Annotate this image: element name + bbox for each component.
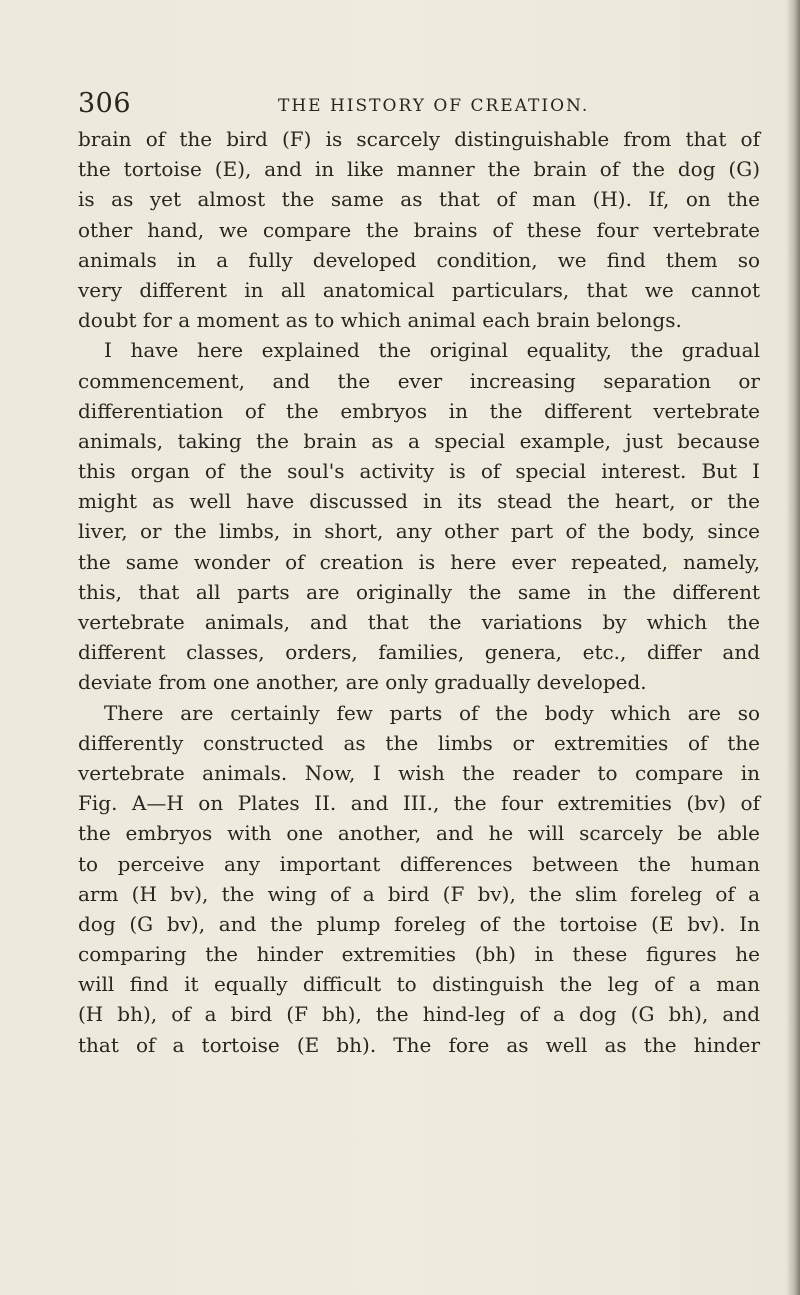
text-line: brain of the bird (F) is scarcely distinguishable from that of <box>78 127 760 151</box>
text-line: will find it equally difficult to distinguish the leg of a man <box>78 972 760 997</box>
text-line: the tortoise (E), and in like manner the brain of the dog (G) <box>78 157 760 182</box>
text-line: vertebrate animals. Now, I wish the reader to compare in <box>78 760 760 785</box>
text-line: vertebrate animals, and that the variations by which the <box>78 610 760 634</box>
text-line: animals, taking the brain as a special example, just because <box>78 428 760 453</box>
text-line: comparing the hinder extremities (bh) in these figures he <box>78 942 760 967</box>
text-line: Fig. A—H on Plates II. and III., the four extremities (bv) of <box>78 791 760 816</box>
text-line: that of a tortoise (E bh). The fore as well as the hinder <box>78 1032 760 1057</box>
text-line: to perceive any important differences between the human <box>78 851 760 876</box>
text-line: dog (G bv), and the plump foreleg of the tortoise (E bv). In <box>78 911 760 936</box>
page-edge-shadow <box>786 0 800 1295</box>
text-line: other hand, we compare the brains of these four vertebrate <box>78 217 760 242</box>
text-line: (H bh), of a bird (F bh), the hind-leg of a dog (G bh), and <box>78 1002 760 1027</box>
text-line: There are certainly few parts of the body which are so <box>104 700 760 725</box>
text-line: very different in all anatomical particulars, that we cannot <box>78 277 760 302</box>
text-line: arm (H bv), the wing of a bird (F bv), the slim foreleg of a <box>78 881 760 906</box>
text-line: animals in a fully developed condition, we find them so <box>78 247 760 272</box>
page-header <box>78 88 738 124</box>
text-line: the embryos with one another, and he will scarcely be able <box>78 821 760 846</box>
text-line: liver, or the limbs, in short, any other part of the body, since <box>78 519 760 544</box>
text-line: I have here explained the original equality, the gradual <box>104 338 760 363</box>
body-text <box>78 124 760 1060</box>
text-line: different classes, orders, families, genera, etc., differ and <box>78 640 760 665</box>
text-line: this organ of the soul's activity is of special interest. But I <box>78 459 760 484</box>
text-line: is as yet almost the same as that of man (H). If, on the <box>78 187 760 212</box>
text-line: differently constructed as the limbs or extremities of the <box>78 730 760 755</box>
text-line: commencement, and the ever increasing separation or <box>78 368 760 393</box>
text-line: this, that all parts are originally the same in the different <box>78 579 760 604</box>
text-line: differentiation of the embryos in the different vertebrate <box>78 398 760 423</box>
text-line: deviate from one another, are only gradually developed. <box>78 670 647 695</box>
text-line: might as well have discussed in its stead the heart, or the <box>78 489 760 514</box>
text-line: doubt for a moment as to which animal each brain belongs. <box>78 308 682 333</box>
page-number: 306 <box>78 88 132 119</box>
running-title: THE HISTORY OF CREATION. <box>278 96 590 116</box>
text-line: the same wonder of creation is here ever repeated, namely, <box>78 549 760 574</box>
